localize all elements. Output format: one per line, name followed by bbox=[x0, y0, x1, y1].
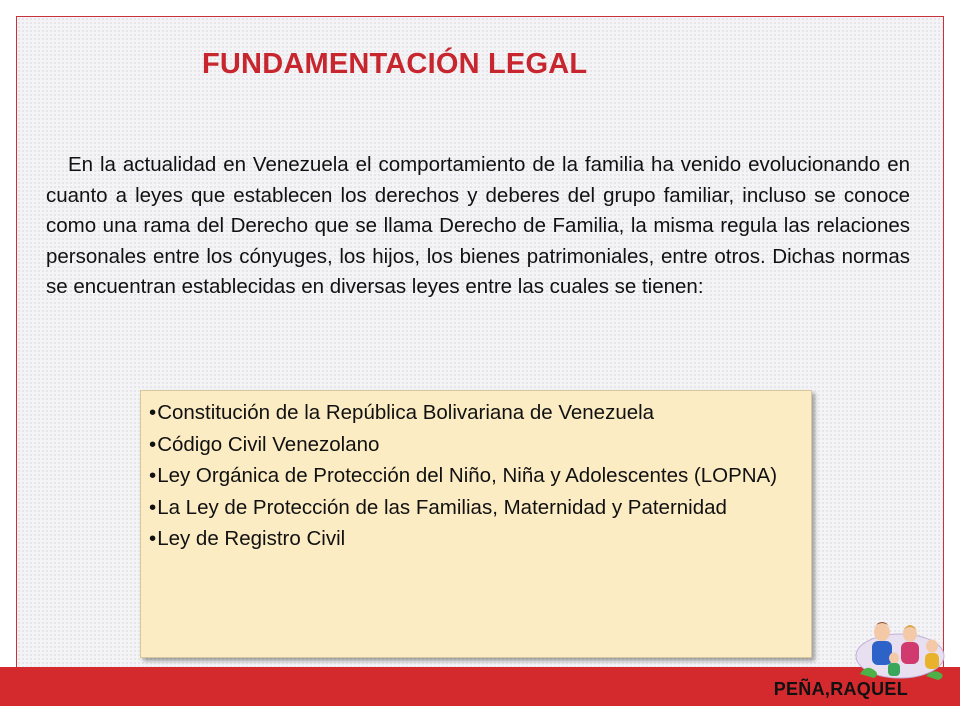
intro-paragraph: En la actualidad en Venezuela el comportamiento de la familia ha venido evolucionando en cuanto a leyes que establecen los derechos y deberes del grupo familiar, incluso se conoce como una rama del Derecho que se llama Derecho de Familia, la misma regula las relaciones personales entre los cónyuges, los hijos, los bienes patrimoniales, entre otros. Dichas normas se encuentran establecidas en diversas leyes entre las cuales se tienen: bbox=[46, 153, 910, 298]
family-clipart-icon bbox=[852, 616, 948, 682]
law-label: Código Civil Venezolano bbox=[157, 432, 380, 456]
law-item bbox=[149, 397, 803, 429]
law-label: Ley de Registro Civil bbox=[157, 527, 346, 550]
footer-strip bbox=[0, 706, 960, 720]
law-label: La Ley de Protección de las Familias, Maternidad y Paternidad bbox=[157, 495, 727, 519]
law-item bbox=[149, 429, 803, 461]
law-item bbox=[149, 460, 803, 492]
bullet: • bbox=[149, 495, 157, 519]
laws-list bbox=[149, 397, 803, 555]
bullet: • bbox=[149, 401, 157, 424]
law-item bbox=[149, 523, 803, 555]
bullet: • bbox=[149, 527, 157, 550]
law-label: Constitución de la República Bolivariana de Venezuela bbox=[157, 401, 655, 424]
author-name: PEÑA,RAQUEL bbox=[773, 679, 908, 699]
laws-box bbox=[140, 390, 812, 658]
slide-title: FUNDAMENTACIÓN LEGAL bbox=[202, 48, 588, 80]
law-item bbox=[149, 492, 803, 524]
bullet: • bbox=[149, 464, 157, 487]
bullet: • bbox=[149, 432, 157, 456]
law-label: Ley Orgánica de Protección del Niño, Niña y Adolescentes (LOPNA) bbox=[157, 464, 778, 487]
